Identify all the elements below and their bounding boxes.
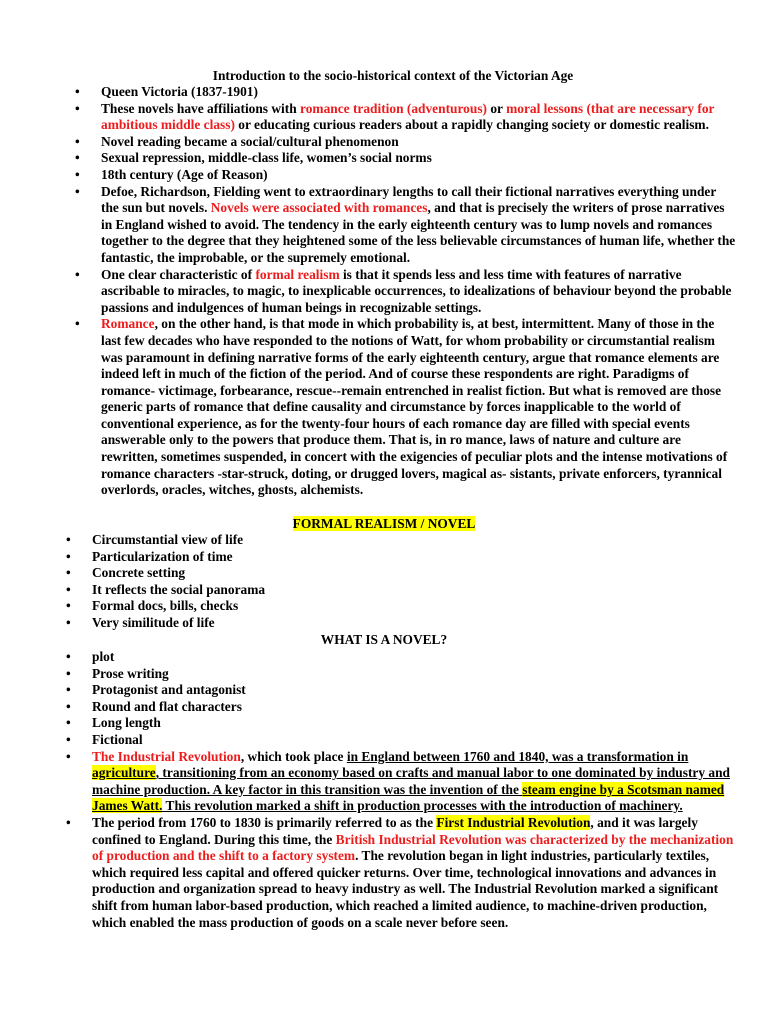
bullet-text: The period from 1760 to 1830 is primarily referred to as the [92,814,437,830]
list-item [92,699,736,716]
bullet-text: Novel reading became a social/cultural phenomenon [101,133,399,149]
list-item [101,101,736,134]
highlighted-text: steam engine by a Scotsman named James Watt. [92,781,725,814]
list-item [101,84,736,101]
list-item [92,732,736,749]
red-emphasis: British Industrial Revolution was characterized by the mechanization of production and the shift to a factory system [92,831,734,864]
bullet-text: These novels have affiliations with [101,100,301,116]
underlined-text: in England between 1760 and 1840, was a transformation in [346,748,689,764]
novel-features-list [92,649,736,931]
list-item [92,815,736,931]
bullet-text: or [487,100,507,116]
list-item [92,565,736,582]
section-heading-formal-realism [0,516,768,533]
bullet-text: Very similitude of life [92,614,215,630]
bullet-text: It reflects the social panorama [92,581,266,597]
bullet-text: Defoe, Richardson, Fielding went to extraordinary lengths to call their fictional narratives everything under the sun but novels. [101,183,717,216]
bullet-text: . The revolution began in light industries, particularly textiles, which required less capital and offered quicker returns. Over time, technological innovations and advances in production and organization spread to heavy industry as well. The Industrial Revolution marked a significant shift from human labor-based production, which reached a limited audience, to machine-driven production, which enabled the mass production of goods on a scale never before seen. [92,848,719,930]
bullet-text: , on the other hand, is that mode in which probability is, at best, intermittent. Many of those in the last few decades who have responded to the notions of Watt, for whom probability or circumstantial realism was paramount in defining narrative forms of the early eighteenth century, argue that romance elements are indeed left in much of the fiction of the period. And of course these respondents are right. Paradigms of romance- victimage, forbearance, rescue--remain entrenched in realist fiction. But what is removed are those generic parts of romance that define causality and circumstance by forces inapplicable to the world of conventional experience, as for the twenty-four hours of each romance day are filled with special events answerable only to the powers that produce them. That is, in ro mance, laws of nature and culture are rewritten, sometimes suspended, in concert with the exigencies of peculiar plots and the intense motivations of romance characters -star-struck, doting, or drugged lovers, magical as- sistants, private enforcers, tyrannical overlords, oracles, witches, ghosts, alchemists. [101,316,728,498]
bullet-text: , which took place [240,748,347,764]
list-item [92,532,736,549]
list-item [92,715,736,732]
red-emphasis: Novels were associated with romances [210,200,428,216]
list-item [101,167,736,184]
bullet-text: Queen Victoria (1837-1901) [101,84,258,99]
red-emphasis: romance tradition (adventurous) [300,100,487,116]
list-item [92,615,736,632]
list-item [101,134,736,151]
list-item [92,682,736,699]
bullet-text: , and that is precisely the writers of prose narratives in England wished to avoid. The tendency in the early eighteenth century was to lump novels and romances together to the degree that they heightened some of the less believable circumstances of human life, whether the fantastic, the improbable, or the supremely emotional. [101,200,736,265]
bullet-text: Sexual repression, middle-class life, women’s social norms [101,150,432,166]
formal-realism-list [92,532,736,632]
bullet-text: , and it was largely confined to England. During this time, the [92,814,698,847]
underlined-text: , transitioning from an economy based on crafts and manual labor to one dominated by industry and machine production. A key factor in this transition was the invention of the [92,765,730,797]
red-emphasis: moral lessons (that are necessary for ambitious middle class) [101,100,715,133]
red-emphasis: formal realism [255,266,340,282]
bullet-text: Fictional [92,731,143,747]
highlighted-heading: FORMAL REALISM / NOVEL [292,516,476,531]
section-heading-what-is-novel: WHAT IS A NOVEL? [320,632,448,647]
list-item [101,184,736,267]
bullet-text: 18th century (Age of Reason) [101,166,268,182]
bullet-text: Round and flat characters [92,698,242,714]
underlined-text: This revolution marked a shift in production processes with the introduction of machinery. [162,798,683,814]
red-emphasis: The Industrial Revolution [92,748,241,764]
list-item [92,649,736,666]
highlighted-text: agriculture [92,765,156,781]
bullet-text: or educating curious readers about a rapidly changing society or domestic realism. [234,117,709,133]
list-item [101,150,736,167]
bullet-text: is that it spends less and less time with features of narrative ascribable to miracles, to magic, to inexplicable occurrences, to idealizations of behaviour beyond the probable passions and indulgences of human beings in recognizable settings. [101,266,732,315]
context-bullet-list [101,84,736,499]
red-emphasis: Romance [101,316,155,332]
bullet-text: Concrete setting [92,565,186,581]
list-item [92,582,736,599]
list-item [92,598,736,615]
bullet-text: Protagonist and antagonist [92,682,246,698]
list-item [92,549,736,566]
list-item [101,267,736,317]
list-item [101,316,736,499]
bullet-text: Particularization of time [92,548,233,564]
bullet-text: Prose writing [92,665,169,681]
bullet-text: Long length [92,715,161,731]
page-title: Introduction to the socio-historical context of the Victorian Age [212,68,574,83]
bullet-text: One clear characteristic of [101,266,256,282]
highlighted-text: First Industrial Revolution [436,814,591,830]
list-item [92,749,736,815]
list-item [92,666,736,683]
bullet-text: plot [92,649,115,664]
bullet-text: Circumstantial view of life [92,532,244,547]
bullet-text: Formal docs, bills, checks [92,598,239,614]
